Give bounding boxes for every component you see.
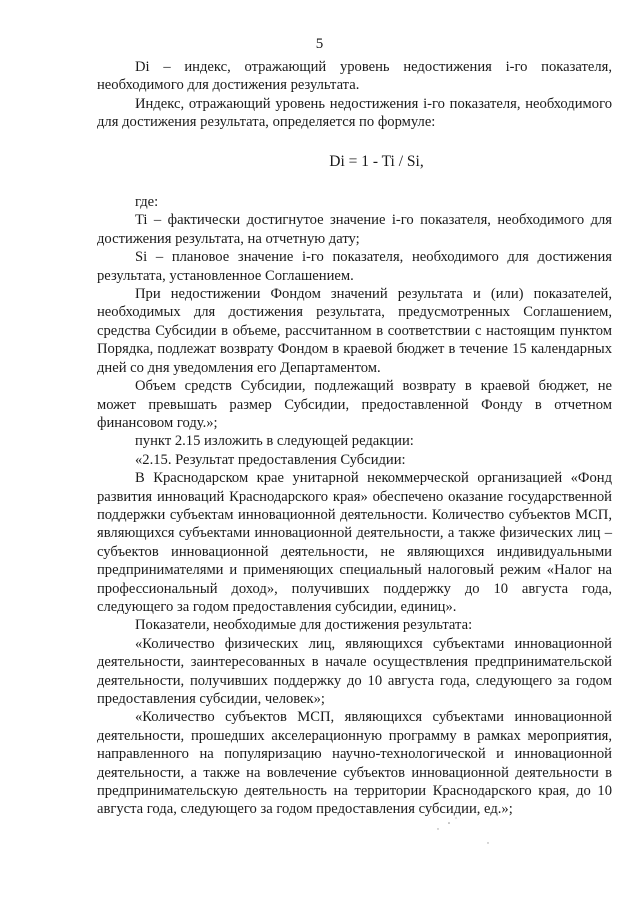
paragraph-clause-2-15-intro: пункт 2.15 изложить в следующей редакции: bbox=[135, 433, 414, 450]
page-number: 5 bbox=[315, 36, 324, 52]
paragraph-clause-2-15-title: «2.15. Результат предоставления Субсидии: bbox=[135, 451, 406, 468]
paragraph-result-description: В Краснодарском крае унитарной некоммерческой организацией «Фонд развития инноваций Краснодарского края» обеспечено оказание государственной поддержки субъектам инновационной деятельности. Количество субъектов МСП, являющихся субъектами инновационной деятельности, а также физических лиц – субъектов инновационной деятельности, не являющихся индивидуальными предпринимателями и применяющих специальный налоговый режим «Налог на профессиональный доход», получивших поддержку до 10 августа года, следующего за годом предоставления субсидии, единиц». bbox=[97, 470, 612, 615]
document-body bbox=[97, 58, 612, 819]
formula: Di = 1 - Ti / Si, bbox=[329, 152, 424, 170]
paragraph-indicator-individuals: «Количество физических лиц, являющихся субъектами инновационной деятельности, заинтересованных в начале осуществления предпринимательской деятельности, получивших поддержку до 10 августа года, следующего за годом предоставления субсидии, человек»; bbox=[97, 635, 612, 707]
scan-speck bbox=[487, 842, 488, 843]
scan-speck bbox=[437, 828, 438, 829]
paragraph-ti-definition: Ti – фактически достигнутое значение i-го показателя, необходимого для достижения результата, на отчетную дату; bbox=[97, 212, 612, 247]
paragraph-si-definition: Si – плановое значение i-го показателя, необходимого для достижения результата, установленное Соглашением. bbox=[97, 249, 612, 284]
paragraph-index-formula-intro: Индекс, отражающий уровень недостижения i-го показателя, необходимого для достижения результата, определяется по формуле: bbox=[97, 95, 612, 131]
paragraph-refund-limit: Объем средств Субсидии, подлежащий возврату в краевой бюджет, не может превышать размер Субсидии, предоставленной Фонду в отчетном финансовом году.»; bbox=[97, 378, 612, 431]
paragraph-non-achievement: При недостижении Фондом значений результата и (или) показателей, необходимых для достижения результата, предусмотренных Соглашением, средства Субсидии в объеме, рассчитанном в соответствии с настоящим пунктом Порядка, подлежат возврату Фондом в краевой бюджет в течение 15 календарных дней со дня уведомления его Департаментом. bbox=[97, 286, 612, 376]
scan-speck bbox=[448, 822, 450, 824]
paragraph-di-definition: Di – индекс, отражающий уровень недостижения i-го показателя, необходимого для достижения результата. bbox=[97, 59, 612, 94]
paragraph-indicator-sme: «Количество субъектов МСП, являющихся субъектами инновационной деятельности, прошедших акселерационную программу в рамках мероприятия, направленного на популяризацию научно-технологической и инновационной деятельности, а также на вовлечение субъектов инновационной деятельности в предпринимательскую деятельность на территории Краснодарского края, до 10 августа года, следующего за годом предоставления субсидии, ед.»; bbox=[97, 709, 612, 818]
paragraph-where: где: bbox=[135, 194, 159, 211]
paragraph-indicators-heading: Показатели, необходимые для достижения результата: bbox=[135, 617, 473, 634]
